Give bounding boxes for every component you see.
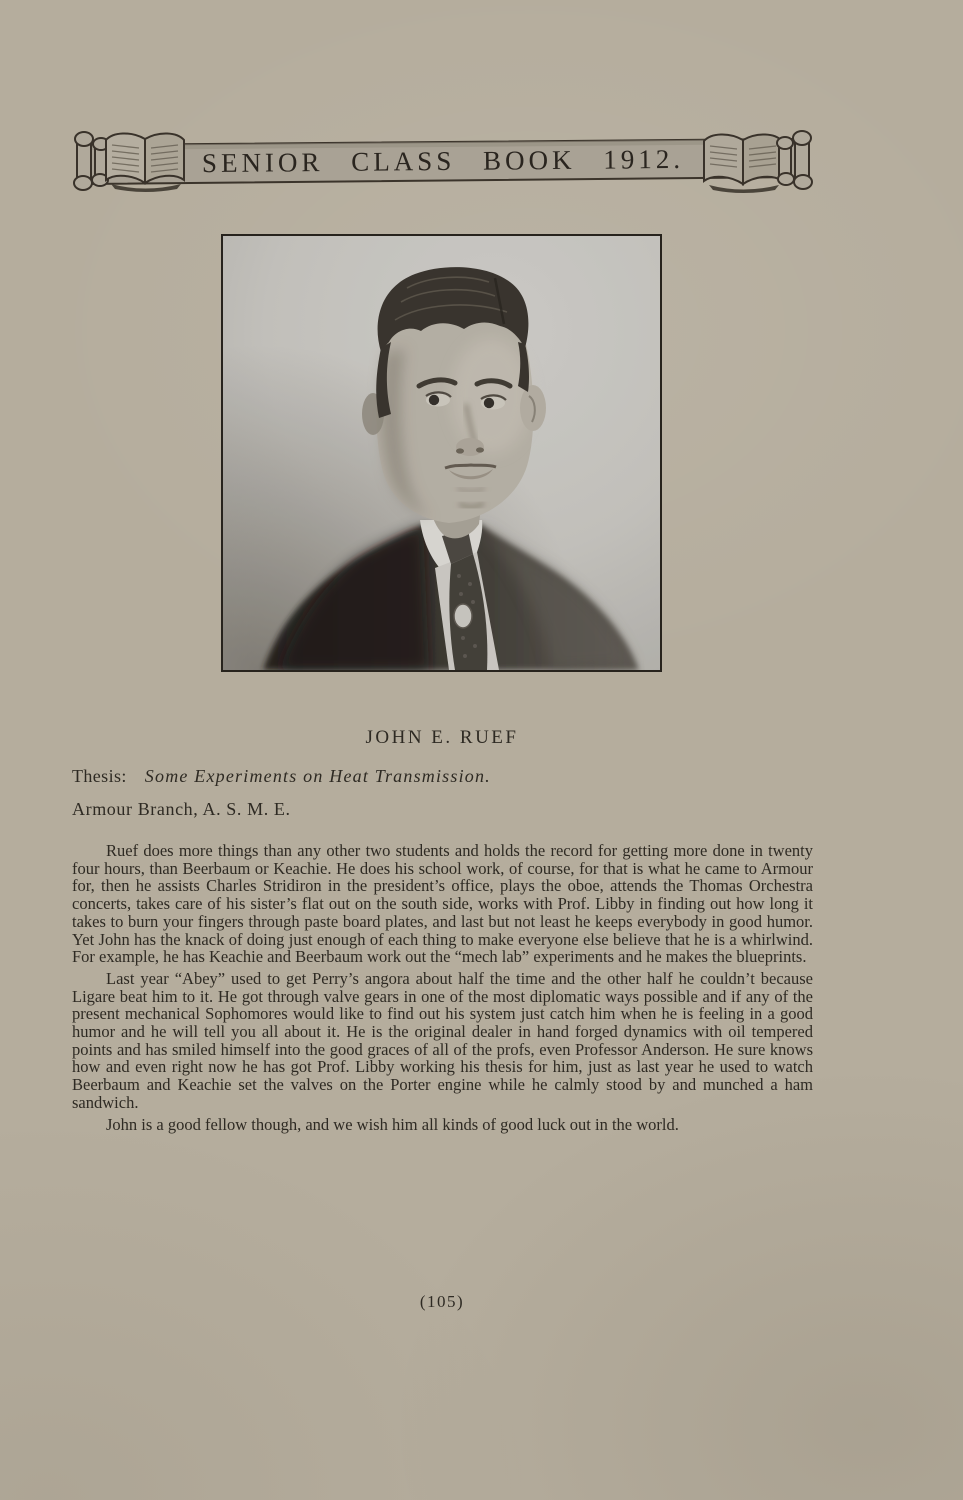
portrait-photo: [221, 234, 662, 672]
scroll-icon-right: [777, 131, 812, 189]
portrait-illustration: [223, 236, 660, 670]
thesis-line: [72, 766, 813, 787]
bio-paragraph: Ruef does more things than any other two students and holds the record for getting more done in twenty four hours, than Beerbaum or Keachie. He does his school work, of course, for that is what he came to Armour for, then he assists Charles Stridiron in the president’s office, plays the oboe, attends the Thomas Orchestra concerts, takes care of his sister’s flat out on the south side, works with Prof. Libby in finding out how long it takes to burn your fingers through paste board plates, and last but not least he keeps everybody in good humor. Yet John has the knack of doing just enough of each thing to make everyone else believe that he is a whirlwind. For example, he has Keachie and Beerbaum work out the “mech lab” experiments and he makes the blueprints.: [72, 841, 813, 967]
thesis-label: Thesis:: [72, 766, 127, 786]
page-title: JOHN E. RUEF: [365, 727, 519, 748]
banner-title: SENIOR CLASS BOOK 1912.: [201, 143, 685, 179]
bio-paragraph: John is a good fellow though, and we wish him all kinds of good luck out in the world.: [106, 1114, 679, 1134]
biography: [72, 842, 813, 1137]
scroll-icon-left: [74, 132, 109, 190]
thesis-title: Some Experiments on Heat Transmission.: [144, 766, 491, 786]
open-book-icon-right: [704, 134, 782, 193]
page-number: (105): [419, 1292, 465, 1311]
header-banner: [73, 127, 813, 199]
bio-paragraph: Last year “Abey” used to get Perry’s angora about half the time and the other half he couldn’t because Ligare beat him to it. He got through valve gears in one of the most diplomatic ways possible and if any of the present mechanical Sophomores would like to find out his system just catch him when he is feeling in a good humor and he will tell you all about it. He is the original dealer in hand forged dynamics with oil tempered points and has smiled himself into the good graces of all of the profs, even Professor Anderson. He sure knows how and even right now he has got Prof. Libby working his thesis for him, just as last year he used to watch Beerbaum and Keachie set the valves on the Porter engine while he calmly stood by and munched a ham sandwich.: [72, 968, 813, 1112]
affiliation-line: Armour Branch, A. S. M. E.: [72, 799, 291, 819]
